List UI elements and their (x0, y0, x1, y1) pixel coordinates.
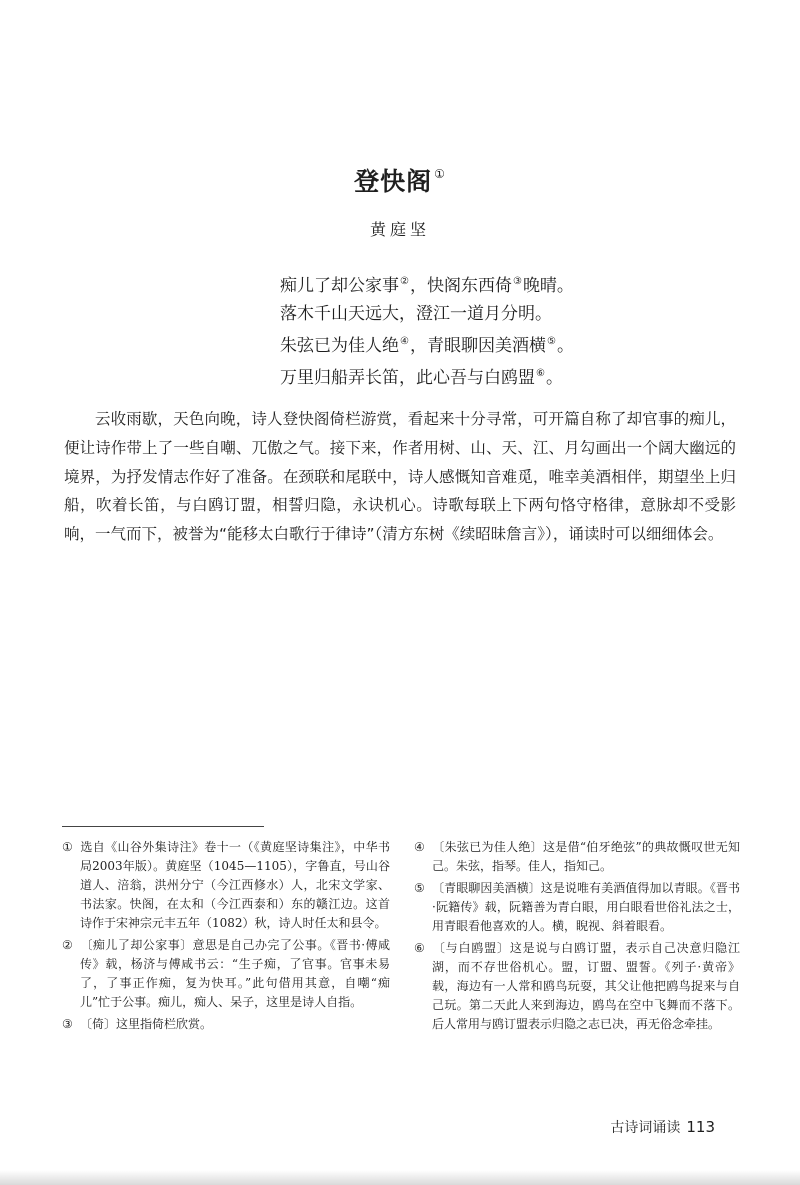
poem-line (280, 268, 600, 300)
poem-line-text: ，青眼聊因美酒横 (409, 336, 546, 356)
footnotes-right-column (414, 838, 740, 1037)
footnote-number: ⑥ (414, 941, 425, 955)
footnote (414, 838, 740, 876)
footnote (62, 1015, 390, 1034)
poem-body (280, 268, 600, 392)
poem-line-text: 晚晴。 (522, 276, 574, 296)
footnote-marker: ④ (400, 336, 409, 347)
poem-line (280, 360, 600, 392)
poem-line-text: ，快阁东西倚 (409, 276, 512, 296)
poem-line-text: 万里归船弄长笛，此心吾与白鸥盟 (280, 368, 535, 388)
poem-title-text: 登快阁 (354, 167, 433, 196)
poem-line-text: 。 (545, 368, 563, 388)
footnote-text: 〔痴儿了却公家事〕意思是自己办完了公事。《晋书·傅咸传》载，杨济与傅咸书云：“生子痴，了官事。官事未易了，了事正作痴，复为快耳。”此句借用其意，自嘲“痴儿”忙于公事。痴儿，痴人、呆子，这里是诗人自指。 (80, 938, 390, 1009)
page-edge-shadow (0, 1170, 800, 1185)
footnote-divider (62, 826, 264, 827)
poem-line-text: 朱弦已为佳人绝 (280, 336, 399, 356)
footnotes-left-column (62, 838, 390, 1037)
footnote (414, 939, 740, 1034)
poem-line-text: 。 (556, 336, 574, 356)
footnote-number: ⑤ (414, 881, 425, 895)
footnote-text: 〔与白鸥盟〕这是说与白鸥订盟，表示自己决意归隐江湖，而不存世俗机心。盟，订盟、盟誓。《列子·黄帝》载，海边有一人常和鸥鸟玩耍，其父让他把鸥鸟捉来与自己玩。第二天此人来到海边，鸥鸟在空中飞舞而不落下。后人常用与鸥订盟表示归隐之志已决，再无俗念牵挂。 (432, 941, 740, 1031)
poem-line-text: 落木千山天远大，澄江一道月分明。 (280, 304, 552, 324)
footnote-number: ① (62, 840, 73, 854)
poem-line (280, 300, 600, 328)
poem-line (280, 328, 600, 360)
footnote-text: 选自《山谷外集诗注》卷十一（《黄庭坚诗集注》，中华书局2003年版）。黄庭坚（1045—1105），字鲁直，号山谷道人、涪翁，洪州分宁（今江西修水）人，北宋文学家、书法家。快阁，在太和（今江西泰和）东的赣江边。这首诗作于宋神宗元丰五年（1082）秋，诗人时任太和县令。 (80, 840, 390, 930)
footnote-number: ③ (62, 1017, 73, 1031)
footnote (62, 936, 390, 1012)
commentary (64, 405, 736, 549)
footnote-marker: ① (434, 167, 446, 181)
footnote-text: 〔朱弦已为佳人绝〕这是借“伯牙绝弦”的典故慨叹世无知己。朱弦，指琴。佳人，指知己。 (432, 840, 740, 873)
page-number: 113 (686, 1118, 715, 1136)
poem-title (0, 162, 800, 198)
footnote-marker: ② (400, 276, 409, 287)
section-name: 古诗词诵读 (610, 1120, 681, 1136)
poem-line-text: 痴儿了却公家事 (280, 276, 399, 296)
poem-author: 黄庭坚 (369, 220, 430, 239)
footnote-text: 〔青眼聊因美酒横〕这是说唯有美酒值得加以青眼。《晋书·阮籍传》载，阮籍善为青白眼，用白眼看世俗礼法之士，用青眼看他喜欢的人。横，睨视、斜着眼看。 (432, 881, 740, 933)
footnote-marker: ⑥ (536, 368, 545, 379)
page-footer (610, 1117, 715, 1137)
footnote-marker: ⑤ (546, 336, 556, 347)
footnote-number: ② (62, 938, 73, 952)
footnote (62, 838, 390, 933)
commentary-paragraph: 云收雨歇，天色向晚，诗人登快阁倚栏游赏，看起来十分寻常，可开篇自称了却官事的痴儿，便让诗作带上了一些自嘲、兀傲之气。接下来，作者用树、山、天、江、月勾画出一个阔大幽远的境界，为抒发情志作好了准备。在颈联和尾联中，诗人感慨知音难觅，唯幸美酒相伴，期望坐上归船，吹着长笛，与白鸥订盟，相誓归隐，永诀机心。诗歌每联上下两句恪守格律，意脉却不受影响，一气而下，被誉为“能移太白歌行于律诗”（清方东树《续昭昧詹言》），诵读时可以细细体会。 (64, 410, 736, 544)
footnote-number: ④ (414, 840, 425, 854)
footnote-marker: ③ (512, 276, 522, 287)
footnote (414, 879, 740, 936)
footnote-text: 〔倚〕这里指倚栏欣赏。 (80, 1017, 213, 1031)
